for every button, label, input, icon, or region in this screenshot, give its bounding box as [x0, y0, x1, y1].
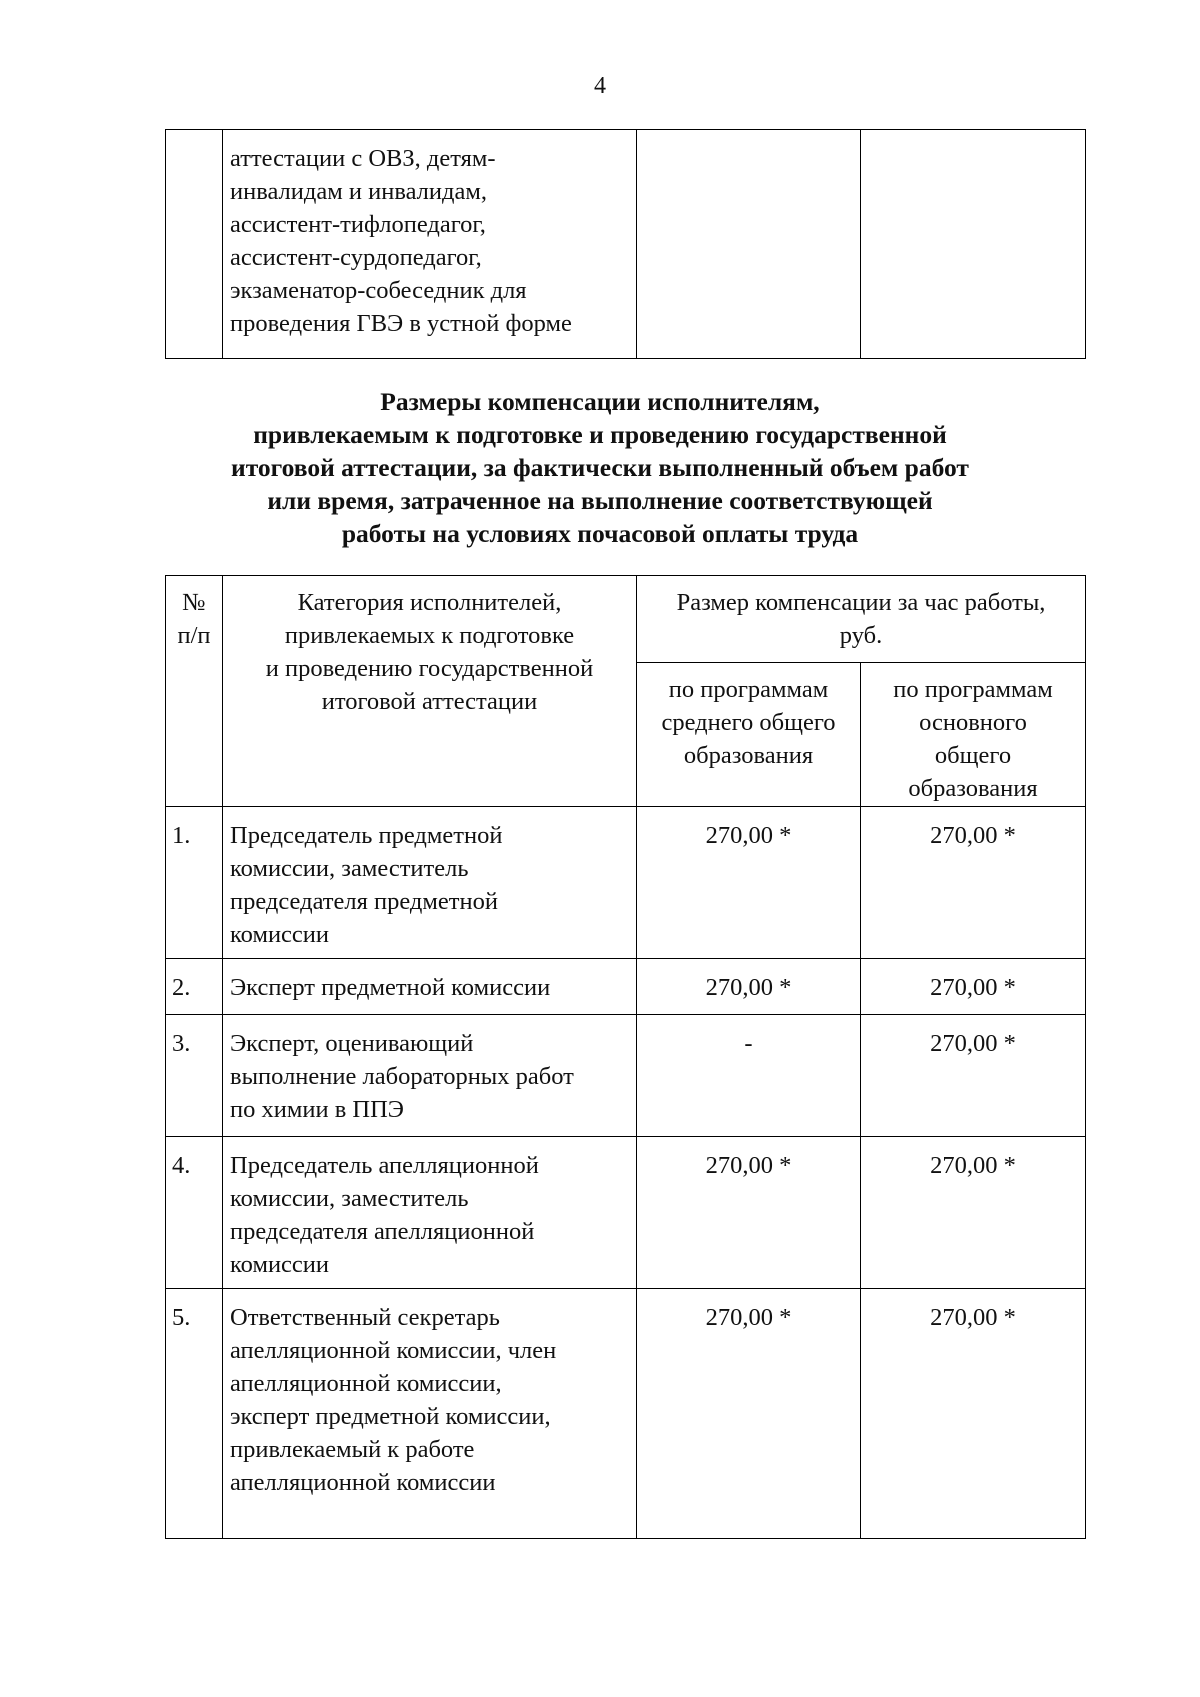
num-cell — [166, 130, 223, 359]
category-cell — [223, 1015, 637, 1137]
category-line: экзаменатор-собеседник для — [230, 277, 527, 304]
category-line: комиссии — [230, 921, 330, 948]
category-line: комиссии, заместитель — [230, 1185, 469, 1212]
category-line: апелляционной комиссии, член — [230, 1337, 557, 1364]
header-category-line: итоговой аттестации — [321, 688, 538, 715]
header-category-line: Категория исполнителей, — [297, 589, 562, 616]
row-number: 2. — [166, 959, 223, 1015]
heading-line: работы на условиях почасовой оплаты труда — [341, 519, 859, 548]
header-category — [223, 576, 637, 807]
basic-value: 270,00 * — [861, 1289, 1086, 1539]
category-line: председателя предметной — [230, 888, 498, 915]
header-basic-line: основного — [919, 709, 1027, 736]
header-basic — [861, 663, 1086, 807]
secondary-value: 270,00 * — [637, 807, 861, 959]
row-number: 1. — [166, 807, 223, 959]
table-row — [166, 1137, 1086, 1289]
category-line: привлекаемый к работе — [230, 1436, 475, 1463]
category-line: апелляционной комиссии, — [230, 1370, 502, 1397]
header-basic-line: общего — [934, 742, 1012, 769]
row-number: 3. — [166, 1015, 223, 1137]
header-secondary-line: образования — [683, 742, 814, 769]
row-number: 5. — [166, 1289, 223, 1539]
header-basic-line: по программам — [893, 676, 1053, 703]
category-line: комиссии — [230, 1251, 330, 1278]
header-basic-line: образования — [908, 775, 1038, 802]
header-secondary — [637, 663, 861, 807]
category-line: инвалидам и инвалидам, — [230, 178, 487, 205]
category-line: Эксперт предметной комиссии — [230, 974, 551, 1001]
table-row — [166, 959, 1086, 1015]
heading-line: привлекаемым к подготовке и проведению государственной — [253, 420, 947, 449]
category-line: ассистент-сурдопедагог, — [230, 244, 482, 271]
basic-value: 270,00 * — [861, 959, 1086, 1015]
category-line: по химии в ППЭ — [230, 1096, 404, 1123]
secondary-value: 270,00 * — [637, 959, 861, 1015]
header-secondary-line: среднего общего — [661, 709, 836, 736]
header-size-line: руб. — [839, 622, 883, 649]
basic-value: 270,00 * — [861, 1015, 1086, 1137]
secondary-value: 270,00 * — [637, 1289, 861, 1539]
category-cell — [223, 959, 637, 1015]
header-row — [166, 576, 1086, 663]
category-line: Председатель предметной — [230, 822, 503, 849]
basic-value: 270,00 * — [861, 1137, 1086, 1289]
category-line: аттестации с ОВЗ, детям- — [230, 145, 496, 172]
category-line: апелляционной комиссии — [230, 1469, 496, 1496]
header-num-line: п/п — [177, 622, 211, 649]
category-line: Эксперт, оценивающий — [230, 1030, 474, 1057]
heading-line: или время, затраченное на выполнение соответствующей — [267, 486, 933, 515]
table-row — [166, 1289, 1086, 1539]
category-line: проведения ГВЭ в устной форме — [230, 310, 572, 337]
table-row — [166, 807, 1086, 959]
page-number: 4 — [594, 73, 606, 99]
category-line: ассистент-тифлопедагог, — [230, 211, 486, 238]
header-category-line: и проведению государственной — [265, 655, 594, 682]
category-line: Председатель апелляционной — [230, 1152, 539, 1179]
header-category-line: привлекаемых к подготовке — [284, 622, 575, 649]
header-secondary-line: по программам — [668, 676, 829, 703]
table-row — [166, 130, 1086, 359]
row-number: 4. — [166, 1137, 223, 1289]
header-size-line: Размер компенсации за час работы, — [676, 589, 1046, 616]
category-cell — [223, 1137, 637, 1289]
compensation-table — [165, 575, 1086, 1539]
header-num-line: № — [182, 589, 206, 616]
heading-line: итоговой аттестации, за фактически выполненный объем работ — [231, 453, 969, 482]
header-size — [637, 576, 1086, 663]
category-line: Ответственный секретарь — [230, 1304, 500, 1331]
category-cell — [223, 807, 637, 959]
section-heading — [0, 385, 1200, 550]
basic-value: 270,00 * — [861, 807, 1086, 959]
category-line: эксперт предметной комиссии, — [230, 1403, 551, 1430]
empty-cell — [637, 130, 861, 359]
table-row — [166, 1015, 1086, 1137]
continuation-table — [165, 129, 1086, 359]
secondary-value: 270,00 * — [637, 1137, 861, 1289]
empty-cell — [861, 130, 1086, 359]
secondary-value: - — [637, 1015, 861, 1137]
category-line: комиссии, заместитель — [230, 855, 469, 882]
category-line: председателя апелляционной — [230, 1218, 535, 1245]
category-line: выполнение лабораторных работ — [230, 1063, 574, 1090]
heading-line: Размеры компенсации исполнителям, — [380, 387, 820, 416]
category-cell — [223, 1289, 637, 1539]
category-cell — [223, 130, 637, 359]
header-num — [166, 576, 223, 807]
